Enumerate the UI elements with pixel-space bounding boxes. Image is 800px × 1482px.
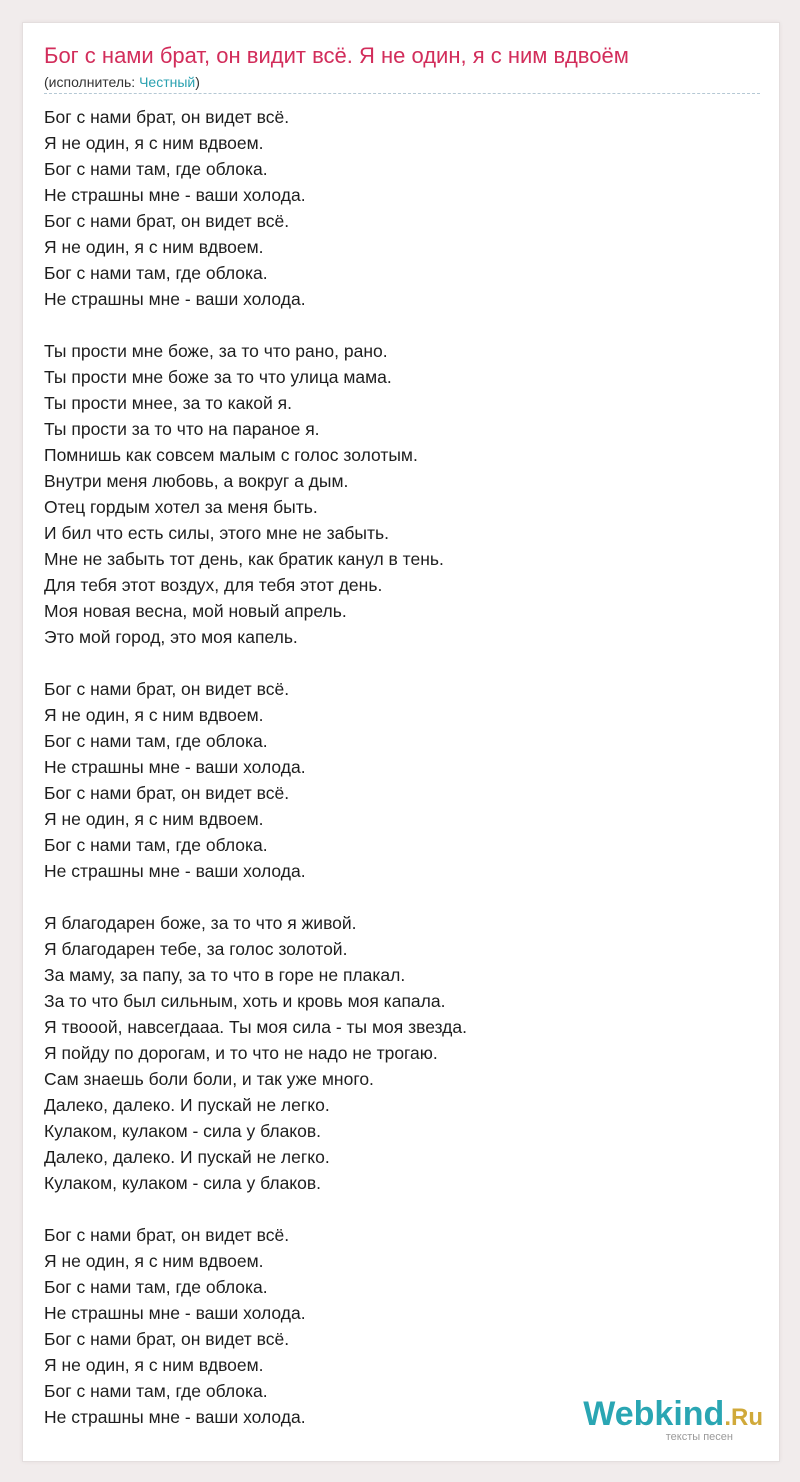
lyric-line: Бог с нами там, где облока. (44, 1381, 268, 1401)
lyric-line: Я пойду по дорогам, и то что не надо не трогаю. (44, 1043, 438, 1063)
lyric-line: Бог с нами там, где облока. (44, 1277, 268, 1297)
lyrics-text (44, 104, 760, 1456)
title-divider (44, 93, 760, 94)
lyric-line: Не страшны мне - ваши холода. (44, 757, 306, 777)
lyric-line: Я твооой, навсегдааа. Ты моя сила - ты моя звезда. (44, 1017, 467, 1037)
lyric-line: Кулаком, кулаком - сила у блаков. (44, 1173, 322, 1193)
stanza (44, 910, 760, 1196)
lyric-line: Для тебя этот воздух, для тебя этот день. (44, 575, 383, 595)
lyric-line: Отец гордым хотел за меня быть. (44, 497, 318, 517)
logo-wordmark (583, 1395, 763, 1434)
artist-line (44, 74, 200, 90)
lyric-line: Бог с нами брат, он видет всё. (44, 783, 290, 803)
logo-suffix: .Ru (724, 1404, 763, 1431)
lyric-line: Не страшны мне - ваши холода. (44, 289, 306, 309)
lyric-line: Бог с нами брат, он видет всё. (44, 1225, 290, 1245)
lyric-line: Бог с нами брат, он видет всё. (44, 211, 290, 231)
lyric-line: Помнишь как совсем малым с голос золотым. (44, 445, 418, 465)
lyric-line: Далеко, далеко. И пускай не легко. (44, 1095, 330, 1115)
lyric-line: Ты прости за то что на параное я. (44, 419, 320, 439)
lyric-line: Кулаком, кулаком - сила у блаков. (44, 1121, 322, 1141)
lyric-line: Я не один, я с ним вдвоем. (44, 237, 264, 257)
lyric-line: Я благодарен тебе, за голос золотой. (44, 939, 348, 959)
lyric-line: Не страшны мне - ваши холода. (44, 1303, 306, 1323)
lyric-line: Сам знаешь боли боли, и так уже много. (44, 1069, 374, 1089)
lyric-line: Бог с нами брат, он видет всё. (44, 1329, 290, 1349)
lyric-line: Ты прости мне боже, за то что рано, рано. (44, 341, 388, 361)
lyric-line: Я не один, я с ним вдвоем. (44, 133, 264, 153)
lyric-line: Я благодарен боже, за то что я живой. (44, 913, 357, 933)
lyric-line: Ты прости мнее, за то какой я. (44, 393, 292, 413)
lyric-line: Внутри меня любовь, а вокруг а дым. (44, 471, 349, 491)
lyric-line: Мне не забыть тот день, как братик канул в тень. (44, 549, 444, 569)
logo-tagline: тексты песен (665, 1431, 733, 1443)
lyric-line: За маму, за папу, за то что в горе не плакал. (44, 965, 406, 985)
artist-prefix: (исполнитель: (44, 74, 140, 90)
lyric-line: Бог с нами брат, он видет всё. (44, 679, 290, 699)
stanza (44, 104, 760, 312)
lyric-line: Бог с нами там, где облока. (44, 263, 268, 283)
artist-link[interactable]: Честный (139, 74, 196, 90)
lyrics-card (22, 22, 780, 1462)
lyric-line: Не страшны мне - ваши холода. (44, 861, 306, 881)
webkind-logo[interactable] (573, 1395, 763, 1445)
lyric-line: Я не один, я с ним вдвоем. (44, 705, 264, 725)
artist-suffix: ) (195, 74, 200, 90)
lyric-line: Это мой город, это моя капель. (44, 627, 298, 647)
stanza (44, 338, 760, 650)
lyric-line: Бог с нами брат, он видет всё. (44, 107, 290, 127)
lyric-line: Ты прости мне боже за то что улица мама. (44, 367, 392, 387)
lyric-line: Я не один, я с ним вдвоем. (44, 809, 264, 829)
lyric-line: Моя новая весна, мой новый апрель. (44, 601, 347, 621)
page-title: Бог с нами брат, он видит всё. Я не один, я с ним вдвоём (44, 43, 629, 68)
lyric-line: Не страшны мне - ваши холода. (44, 185, 306, 205)
lyric-line: За то что был сильным, хоть и кровь моя капала. (44, 991, 446, 1011)
lyric-line: Далеко, далеко. И пускай не легко. (44, 1147, 330, 1167)
lyric-line: Не страшны мне - ваши холода. (44, 1407, 306, 1427)
stanza (44, 676, 760, 884)
lyric-line: Бог с нами там, где облока. (44, 731, 268, 751)
lyric-line: И бил что есть силы, этого мне не забыть. (44, 523, 389, 543)
lyric-line: Бог с нами там, где облока. (44, 159, 268, 179)
lyric-line: Я не один, я с ним вдвоем. (44, 1355, 264, 1375)
lyric-line: Бог с нами там, где облока. (44, 835, 268, 855)
logo-main-text: Webkind (583, 1395, 725, 1433)
lyric-line: Я не один, я с ним вдвоем. (44, 1251, 264, 1271)
